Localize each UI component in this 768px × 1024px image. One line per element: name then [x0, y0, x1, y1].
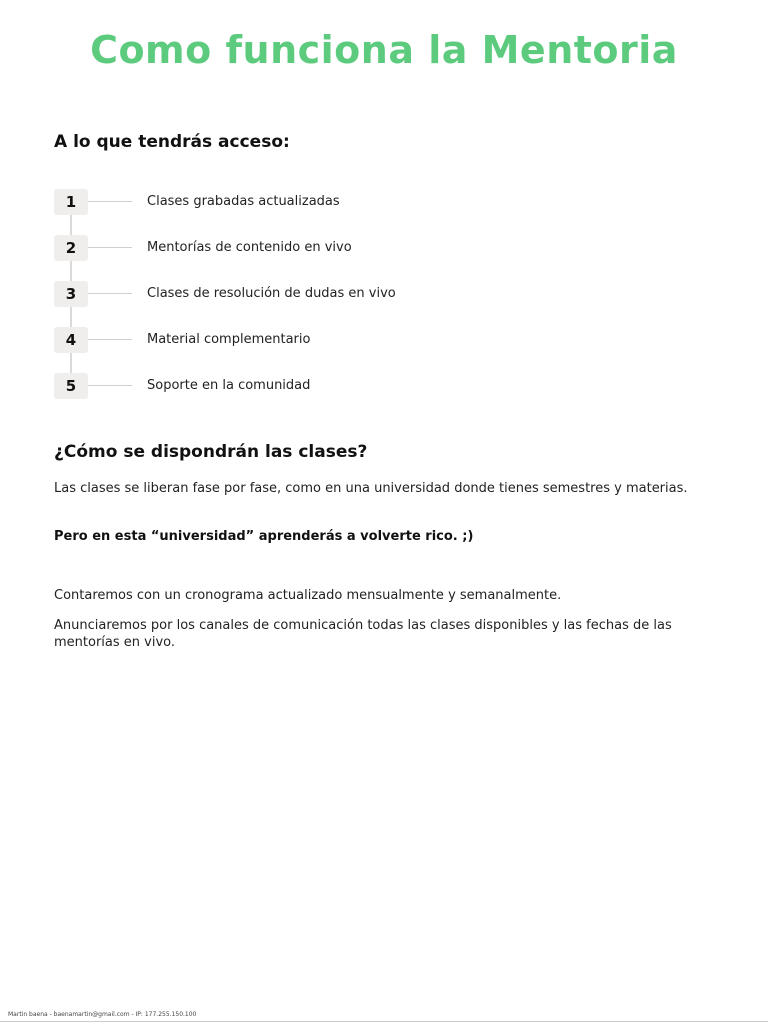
paragraph-announcements: Anunciaremos por los canales de comunicación todas las clases disponibles y las fechas de las mentorías en vivo. — [54, 618, 672, 650]
footer-watermark: Martin baena - baenamartin@gmail.com - IP: 177.255.150.100 — [8, 1011, 197, 1018]
step-number-badge: 4 — [54, 327, 88, 353]
access-heading: A lo que tendrás acceso: — [54, 132, 290, 152]
step-item — [54, 373, 654, 399]
step-label: Clases grabadas actualizadas — [147, 194, 340, 209]
step-item — [54, 235, 654, 261]
step-connector — [88, 293, 132, 294]
access-steps-list — [54, 189, 654, 401]
step-number-badge: 2 — [54, 235, 88, 261]
step-number-badge: 3 — [54, 281, 88, 307]
paragraph-university-note: Pero en esta “universidad” aprenderás a volverte rico. ;) — [54, 529, 474, 544]
step-label: Soporte en la comunidad — [147, 378, 311, 393]
step-item — [54, 327, 654, 353]
footer-divider — [0, 1021, 768, 1022]
step-number-badge: 1 — [54, 189, 88, 215]
classes-heading: ¿Cómo se dispondrán las clases? — [54, 442, 368, 462]
paragraph-schedule: Contaremos con un cronograma actualizado mensualmente y semanalmente. — [54, 588, 562, 603]
step-label: Clases de resolución de dudas en vivo — [147, 286, 396, 301]
step-connector — [88, 385, 132, 386]
step-connector — [88, 339, 132, 340]
step-label: Mentorías de contenido en vivo — [147, 240, 352, 255]
paragraph-phases: Las clases se liberan fase por fase, como en una universidad donde tienes semestres y materias. — [54, 481, 688, 496]
step-item — [54, 281, 654, 307]
step-connector — [88, 201, 132, 202]
page-title: Como funciona la Mentoria — [90, 28, 678, 72]
step-label: Material complementario — [147, 332, 311, 347]
step-number-badge: 5 — [54, 373, 88, 399]
step-item — [54, 189, 654, 215]
step-connector — [88, 247, 132, 248]
